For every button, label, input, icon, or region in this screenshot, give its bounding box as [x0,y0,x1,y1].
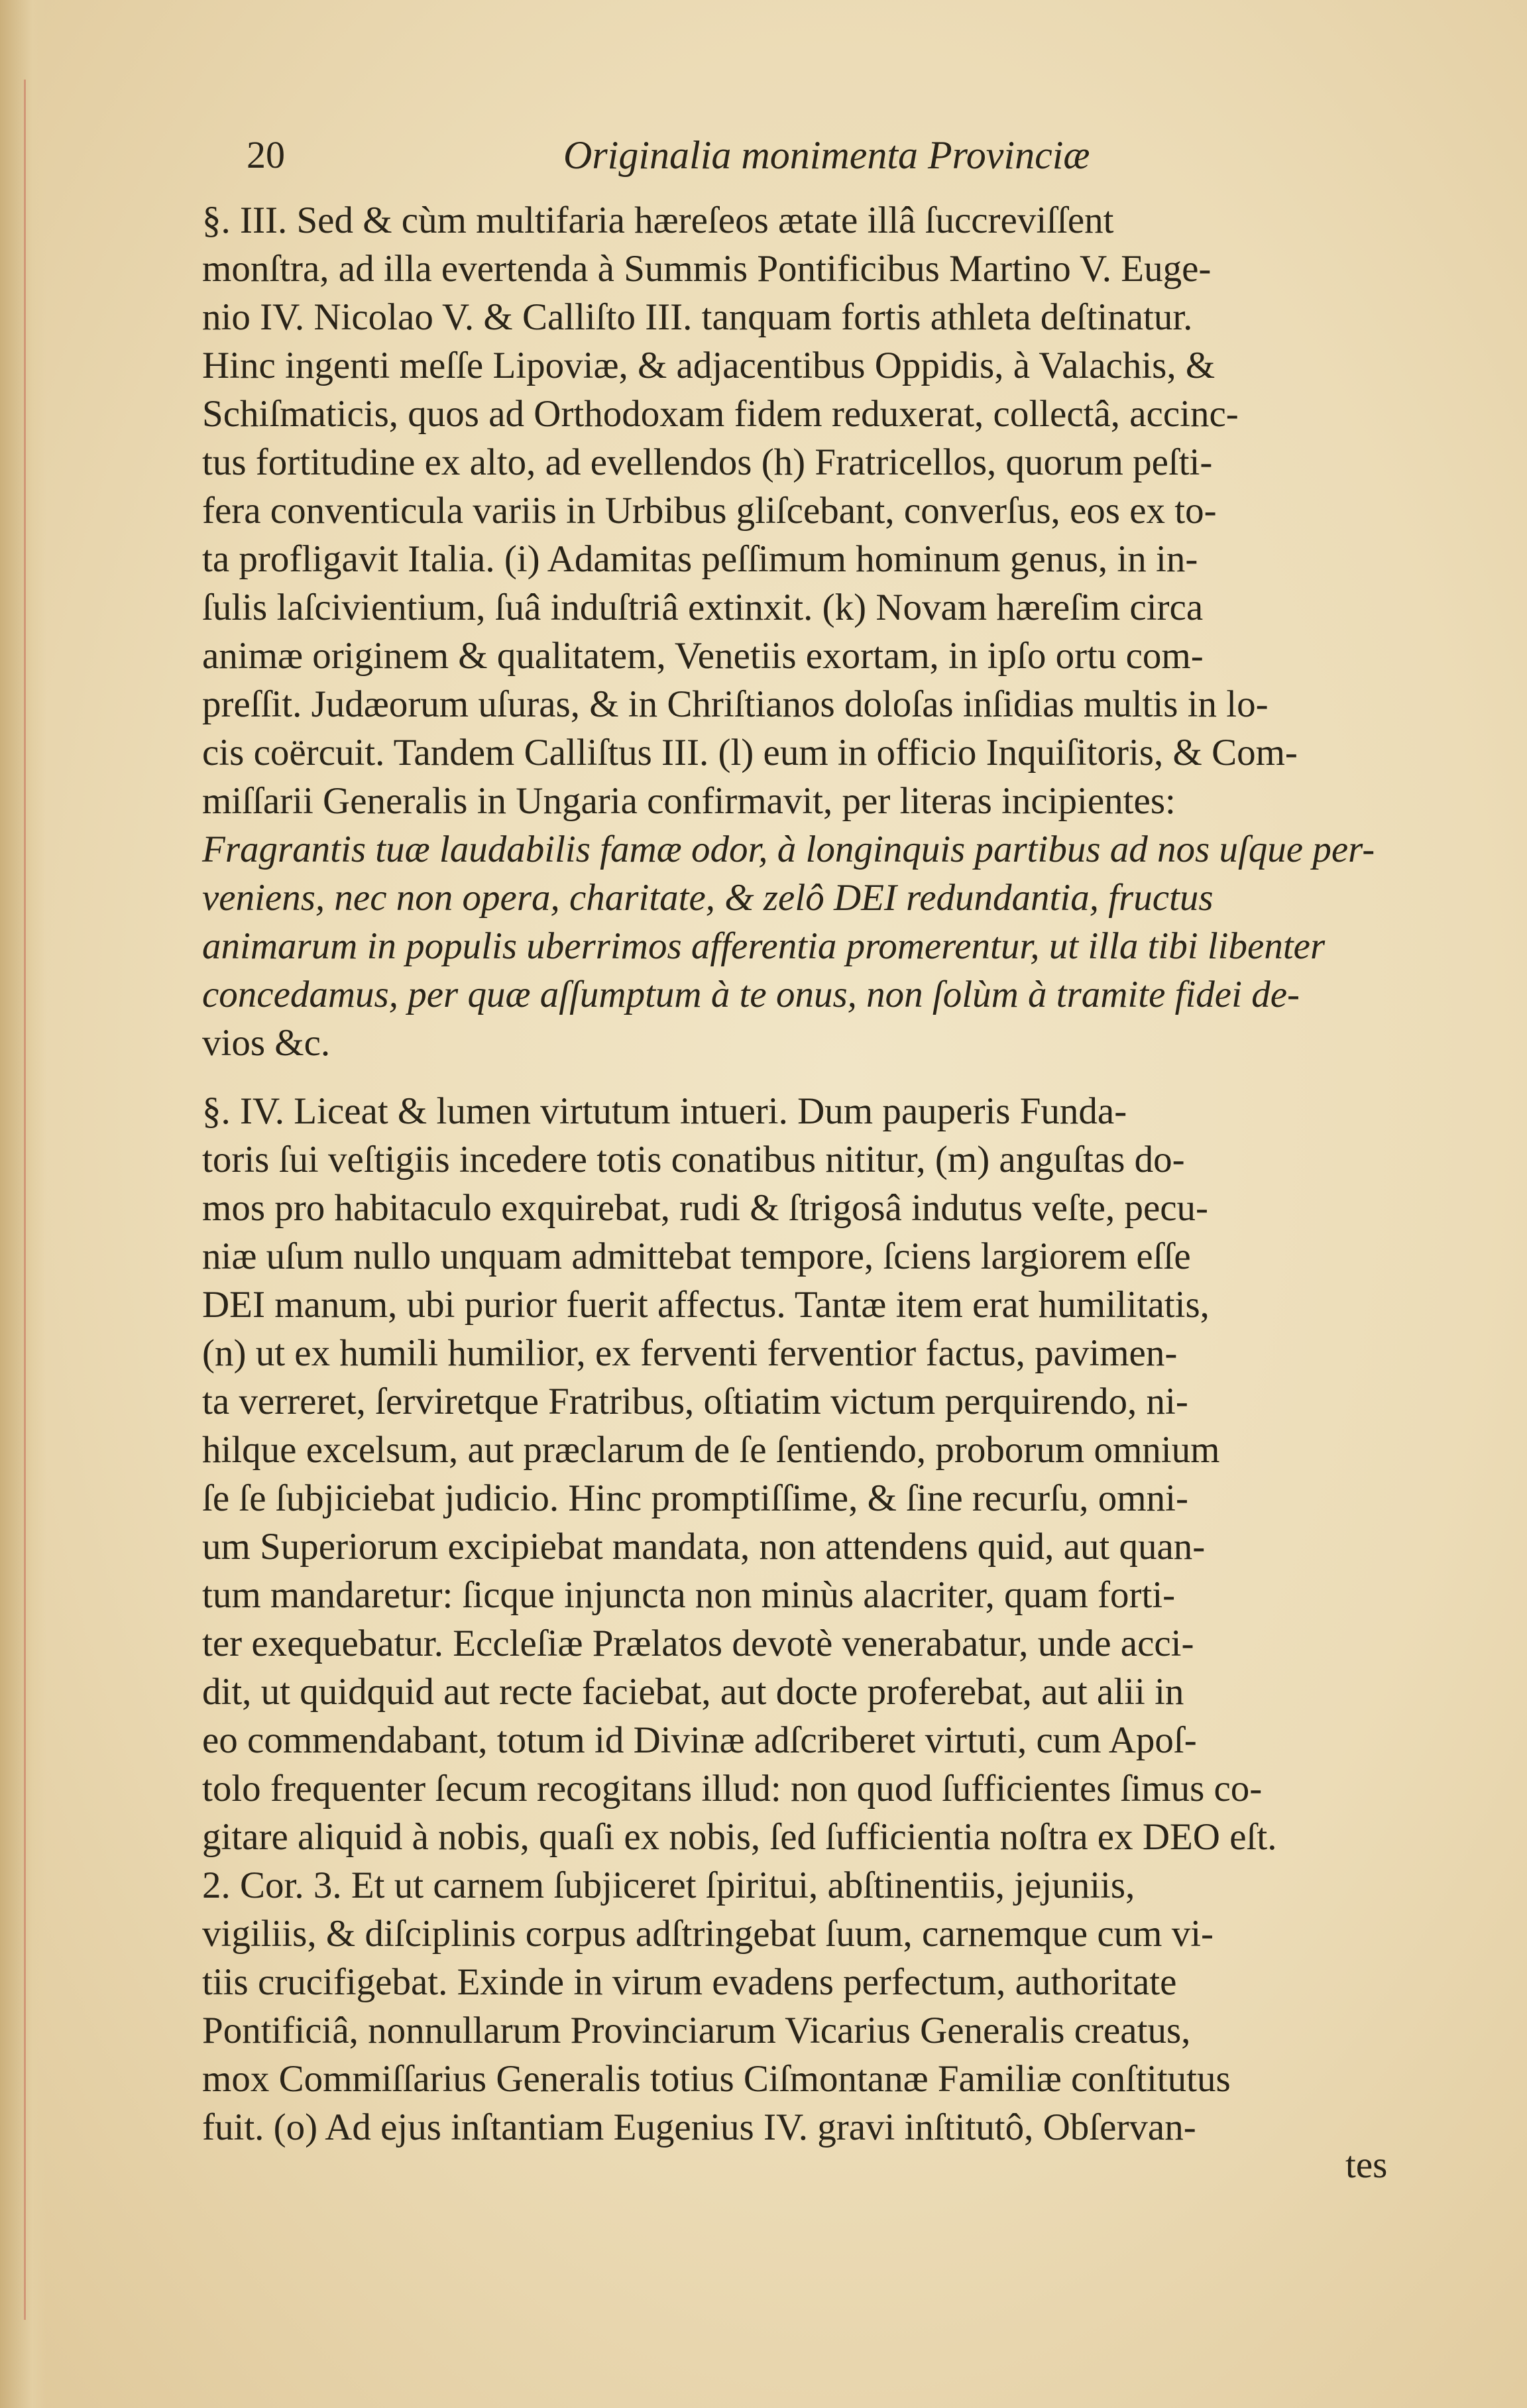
text-line: concedamus, per quæ aſſumptum à te onus, non ſolùm à tramite fidei de- [202,974,1300,1015]
text-line: vigiliis, & diſciplinis corpus adſtringebat ſuum, carnemque cum vi- [202,1913,1214,1955]
text-line: ta profligavit Italia. (i) Adamitas peſſimum hominum genus, in in- [202,538,1198,580]
text-line: preſſit. Judæorum uſuras, & in Chriſtianos doloſas inſidias multis in lo- [202,683,1269,725]
text-line: ſulis laſcivientium, ſuâ induſtriâ extinxit. (k) Novam hæreſim circa [202,587,1204,628]
text-line: tiis crucifigebat. Exinde in virum evadens perfectum, authoritate [202,1961,1177,2003]
catchword: tes [1345,2144,1388,2186]
text-line: mos pro habitaculo exquirebat, rudi & ſtrigosâ indutus veſte, pecu- [202,1187,1209,1229]
text-line: tus fortitudine ex alto, ad evellendos (h) Fratricellos, quorum peſti- [202,441,1213,483]
text-line: ta verreret, ſerviretque Fratribus, oſtiatim victum perquirendo, ni- [202,1381,1188,1422]
page-gutter-shadow [0,0,46,2408]
text-line: Schiſmaticis, quos ad Orthodoxam fidem reduxerat, collectâ, accinc- [202,393,1239,435]
text-line: hilque excelsum, aut præclarum de ſe ſentiendo, proborum omnium [202,1429,1220,1471]
text-line: monſtra, ad illa evertenda à Summis Pontificibus Martino V. Euge- [202,248,1212,290]
text-line: ſe ſe ſubjiciebat judicio. Hinc promptiſſime, & ſine recurſu, omni- [202,1477,1188,1519]
paragraph-section-iv [202,1087,1481,2151]
text-line: Pontificiâ, nonnullarum Provinciarum Vicarius Generalis creatus, [202,2010,1191,2051]
text-line: nio IV. Nicolao V. & Calliſto III. tanquam fortis athleta deſtinatur. [202,296,1193,338]
text-line: DEI manum, ubi purior fuerit affectus. Tantæ item erat humilitatis, [202,1284,1210,1326]
text-line: §. III. Sed & cùm multifaria hæreſeos ætate illâ ſuccreviſſent [202,200,1114,241]
text-line: toris ſui veſtigiis incedere totis conatibus nititur, (m) anguſtas do- [202,1139,1185,1180]
text-line: um Superiorum excipiebat mandata, non attendens quid, aut quan- [202,1526,1206,1568]
text-line: mox Commiſſarius Generalis totius Ciſmontanæ Familiæ conſtitutus [202,2058,1231,2100]
text-line: ter exequebatur. Eccleſiæ Prælatos devotè venerabatur, unde acci- [202,1623,1194,1664]
text-line: fera conventicula variis in Urbibus gliſcebant, converſus, eos ex to- [202,490,1217,532]
text-line: miſſarii Generalis in Ungaria confirmavit, per literas incipientes: [202,780,1176,822]
text-line: animæ originem & qualitatem, Venetiis exortam, in ipſo ortu com- [202,635,1204,677]
text-line: (n) ut ex humili humilior, ex ferventi ferventior factus, pavimen- [202,1332,1178,1374]
text-line: niæ uſum nullo unquam admittebat tempore, ſciens largiorem eſſe [202,1235,1191,1277]
page-edge-rule [24,80,26,2320]
text-line: Hinc ingenti meſſe Lipoviæ, & adjacentibus Oppidis, à Valachis, & [202,345,1216,386]
page-header [247,133,1241,192]
text-line: tolo frequenter ſecum recogitans illud: non quod ſufficientes ſimus co- [202,1768,1263,1809]
text-line: 2. Cor. 3. Et ut carnem ſubjiceret ſpiritui, abſtinentiis, jejuniis, [202,1864,1135,1906]
text-line: Fragrantis tuæ laudabilis famæ odor, à longinquis partibus ad nos uſque per- [202,829,1375,870]
page-number: 20 [247,133,285,176]
text-line: eo commendabant, totum id Divinæ adſcriberet virtuti, cum Apoſ- [202,1719,1197,1761]
text-line: veniens, nec non opera, charitate, & zelô DEI redundantia, fructus [202,877,1214,919]
text-line: vios &c. [202,1022,331,1064]
text-line: animarum in populis uberrimos afferentia promerentur, ut illa tibi libenter [202,925,1326,967]
running-title: Originalia monimenta Provinciæ [563,133,1090,177]
text-line: §. IV. Liceat & lumen virtutum intueri. Dum pauperis Funda- [202,1090,1127,1132]
text-line: cis coërcuit. Tandem Calliſtus III. (l) eum in officio Inquiſitoris, & Com- [202,732,1298,774]
text-line: fuit. (o) Ad ejus inſtantiam Eugenius IV. gravi inſtitutô, Obſervan- [202,2106,1196,2148]
text-line: dit, ut quidquid aut recte faciebat, aut docte proferebat, aut alii in [202,1671,1184,1713]
text-line: tum mandaretur: ſicque injuncta non minùs alacriter, quam forti- [202,1574,1176,1616]
paragraph-section-iii [202,196,1481,1067]
text-line: gitare aliquid à nobis, quaſi ex nobis, ſed ſufficientia noſtra ex DEO eſt. [202,1816,1277,1858]
